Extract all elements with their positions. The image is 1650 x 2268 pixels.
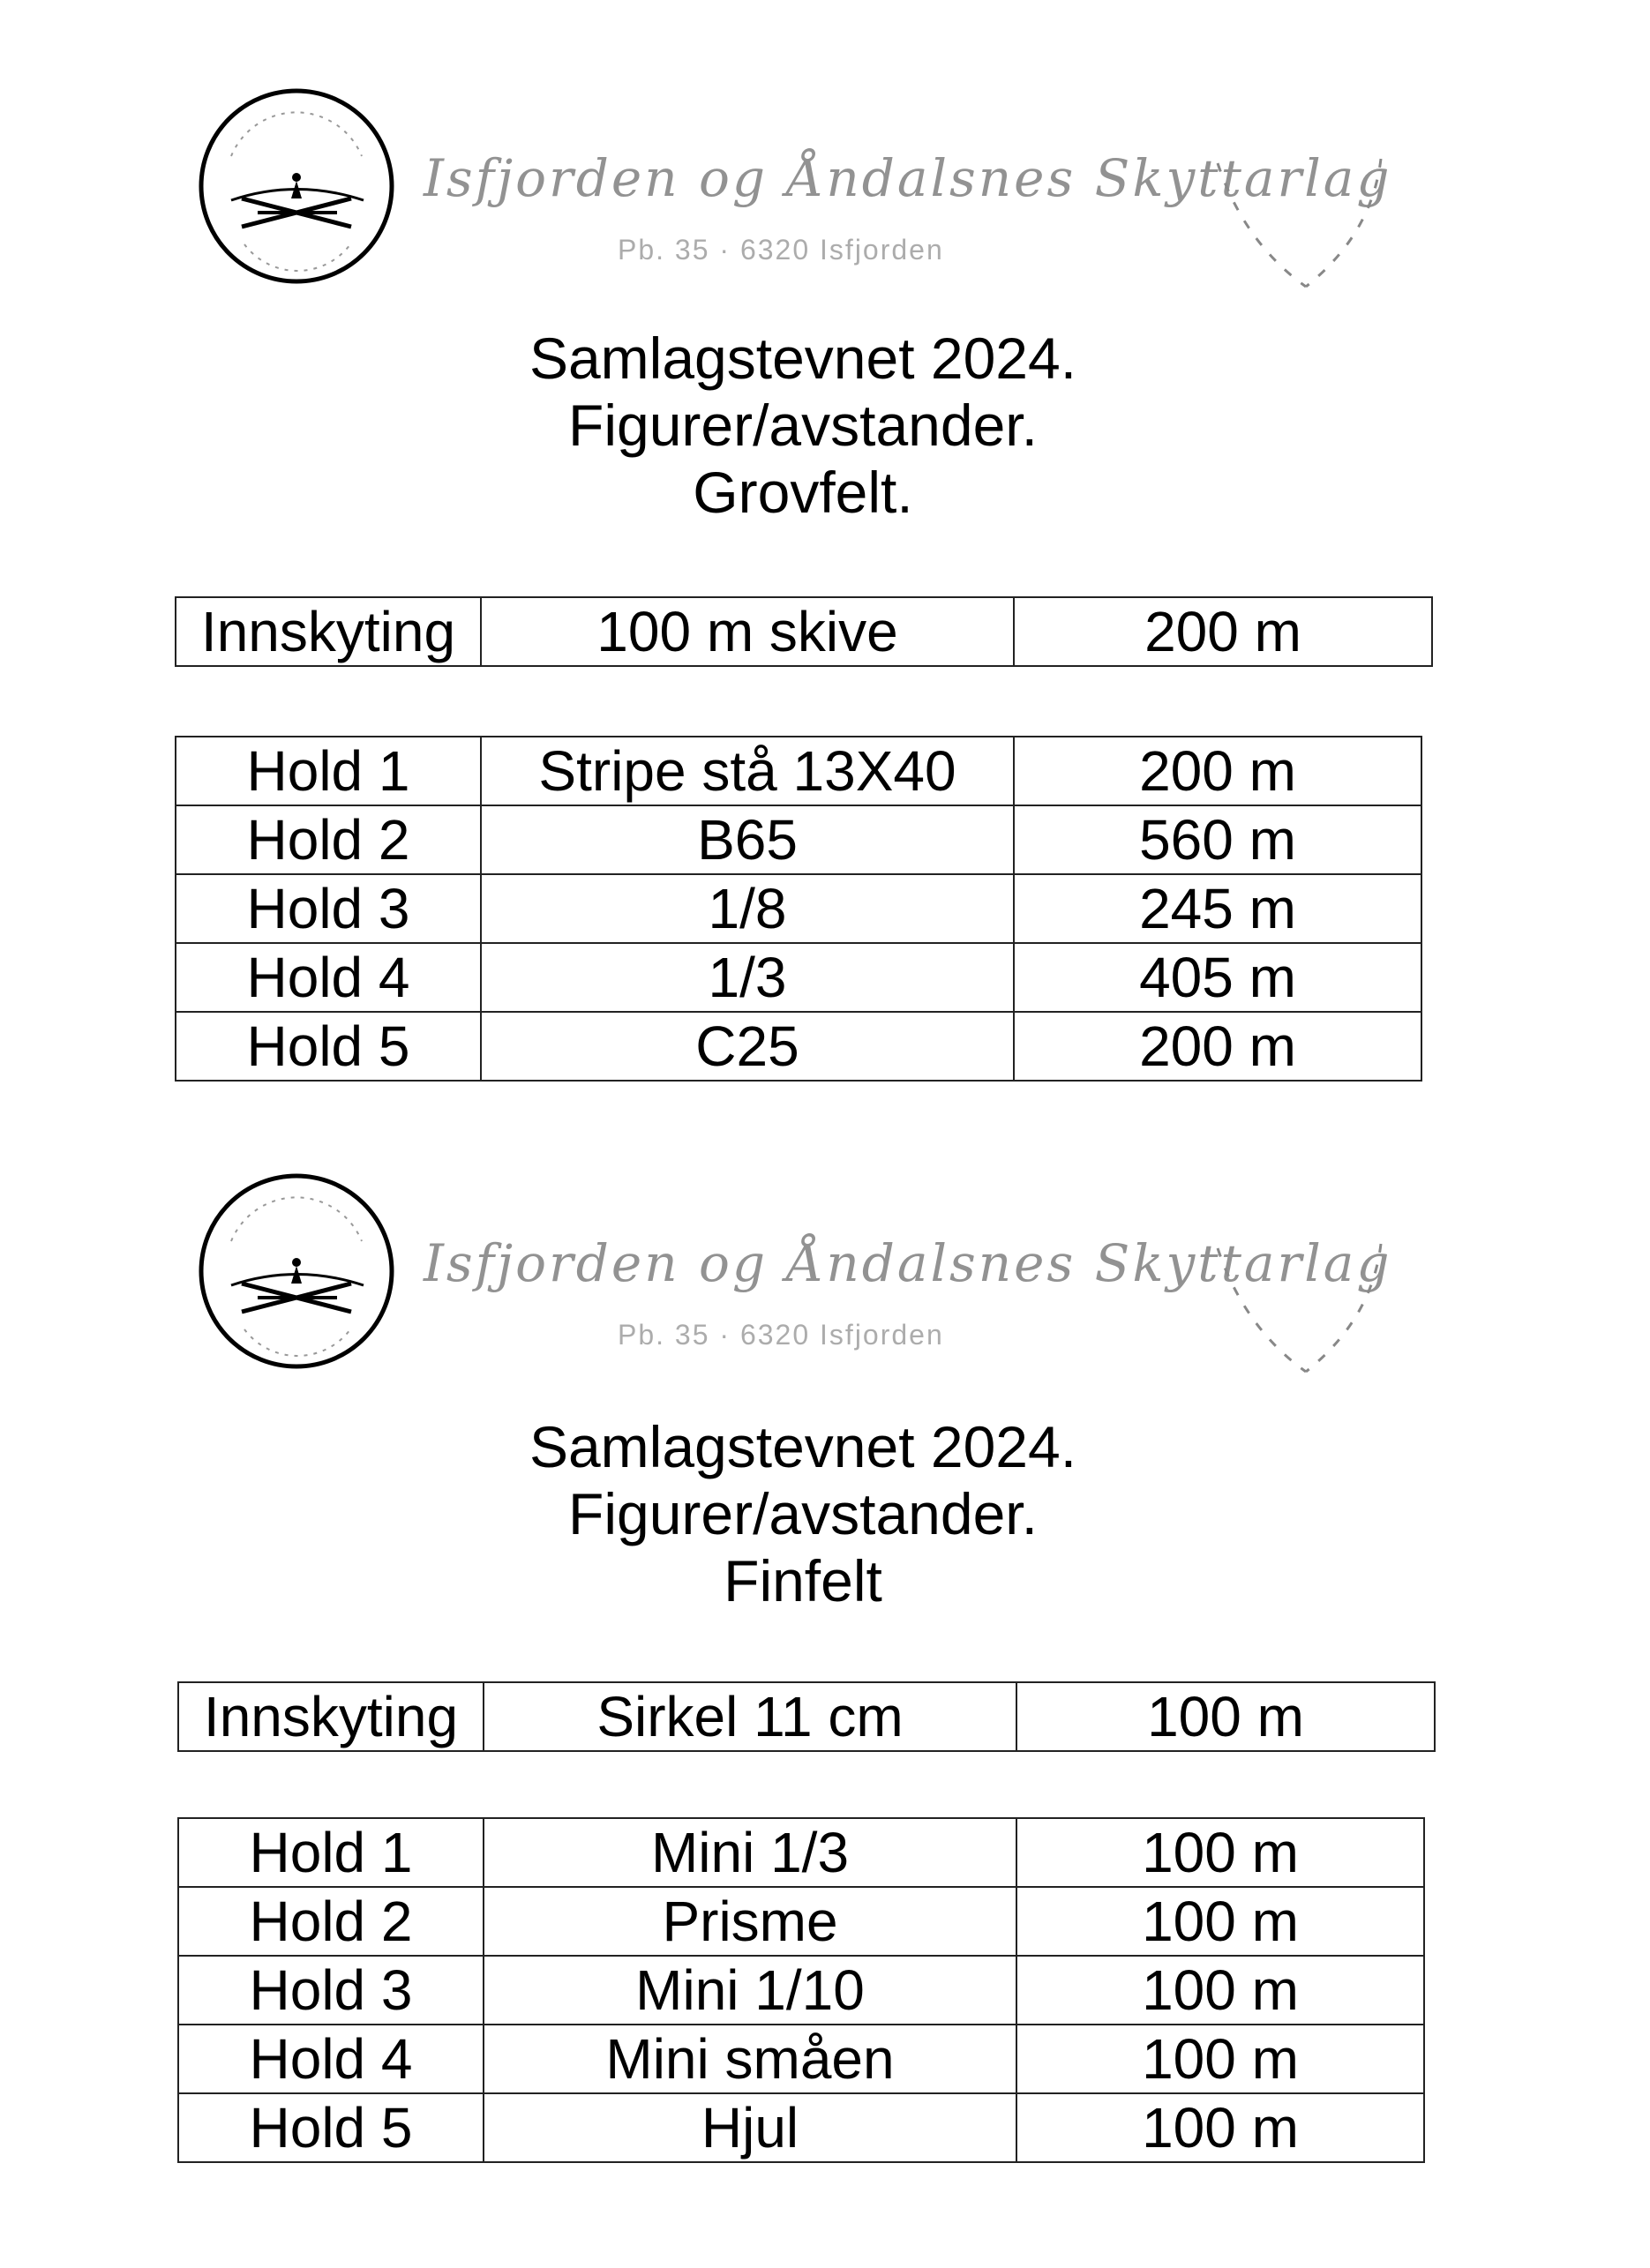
org-address: Pb. 35 · 6320 Isfjorden bbox=[618, 234, 944, 266]
hold-distance: 100 m bbox=[1016, 1887, 1424, 1956]
hold-target: Mini småen bbox=[484, 2025, 1016, 2093]
hold-distance: 100 m bbox=[1016, 2093, 1424, 2162]
warmup-target: 100 m skive bbox=[481, 597, 1014, 666]
hold-label: Hold 3 bbox=[178, 1956, 484, 2025]
letterhead bbox=[0, 0, 1650, 266]
decorative-mark-icon bbox=[1209, 154, 1385, 296]
heading-line-2: Figurer/avstander. bbox=[568, 1481, 1038, 1546]
warmup-target: Sirkel 11 cm bbox=[484, 1682, 1016, 1751]
hold-label: Hold 5 bbox=[176, 1012, 481, 1081]
org-address: Pb. 35 · 6320 Isfjorden bbox=[618, 1319, 944, 1351]
hold-label: Hold 2 bbox=[176, 805, 481, 874]
hold-distance: 560 m bbox=[1014, 805, 1421, 874]
hold-target: B65 bbox=[481, 805, 1014, 874]
warmup-distance: 200 m bbox=[1014, 597, 1432, 666]
warmup-table bbox=[175, 596, 1433, 667]
table-row bbox=[178, 2025, 1424, 2093]
hold-target: Stripe stå 13X40 bbox=[481, 737, 1014, 805]
table-row bbox=[176, 874, 1421, 943]
page-heading bbox=[0, 325, 1606, 526]
table-row bbox=[178, 1682, 1435, 1751]
hold-target: C25 bbox=[481, 1012, 1014, 1081]
heading-line-3: Finfelt bbox=[724, 1548, 882, 1613]
hold-distance: 245 m bbox=[1014, 874, 1421, 943]
hold-target: 1/8 bbox=[481, 874, 1014, 943]
hold-table bbox=[177, 1817, 1425, 2163]
club-logo-icon bbox=[196, 86, 397, 287]
warmup-table bbox=[177, 1681, 1436, 1752]
table-row bbox=[176, 805, 1421, 874]
org-name: Isfjorden og Åndalsnes Skyttarlag bbox=[424, 148, 1392, 208]
decorative-mark-icon bbox=[1209, 1239, 1385, 1381]
table-row bbox=[178, 1887, 1424, 1956]
heading-line-1: Samlagstevnet 2024. bbox=[529, 326, 1077, 391]
warmup-label: Innskyting bbox=[176, 597, 481, 666]
hold-distance: 200 m bbox=[1014, 1012, 1421, 1081]
heading-line-2: Figurer/avstander. bbox=[568, 393, 1038, 458]
hold-label: Hold 4 bbox=[176, 943, 481, 1012]
heading-line-1: Samlagstevnet 2024. bbox=[529, 1414, 1077, 1479]
hold-distance: 200 m bbox=[1014, 737, 1421, 805]
hold-label: Hold 2 bbox=[178, 1887, 484, 1956]
hold-distance: 100 m bbox=[1016, 1956, 1424, 2025]
table-row bbox=[176, 737, 1421, 805]
hold-target: Mini 1/10 bbox=[484, 1956, 1016, 2025]
heading-line-3: Grovfelt. bbox=[693, 460, 913, 525]
table-row bbox=[178, 1818, 1424, 1887]
hold-target: Hjul bbox=[484, 2093, 1016, 2162]
hold-distance: 100 m bbox=[1016, 1818, 1424, 1887]
hold-target: Prisme bbox=[484, 1887, 1016, 1956]
hold-table bbox=[175, 736, 1422, 1082]
hold-label: Hold 3 bbox=[176, 874, 481, 943]
table-row bbox=[178, 1956, 1424, 2025]
table-row bbox=[178, 2093, 1424, 2162]
org-name: Isfjorden og Åndalsnes Skyttarlag bbox=[424, 1233, 1392, 1293]
club-logo-icon bbox=[196, 1171, 397, 1372]
warmup-label: Innskyting bbox=[178, 1682, 484, 1751]
hold-target: Mini 1/3 bbox=[484, 1818, 1016, 1887]
table-row bbox=[176, 943, 1421, 1012]
page-heading bbox=[0, 1413, 1606, 1614]
section-grovfelt bbox=[0, 0, 1650, 1112]
hold-label: Hold 5 bbox=[178, 2093, 484, 2162]
hold-distance: 405 m bbox=[1014, 943, 1421, 1012]
hold-label: Hold 1 bbox=[176, 737, 481, 805]
section-finfelt bbox=[0, 1085, 1650, 2268]
warmup-distance: 100 m bbox=[1016, 1682, 1435, 1751]
hold-distance: 100 m bbox=[1016, 2025, 1424, 2093]
letterhead bbox=[0, 1085, 1650, 1351]
hold-target: 1/3 bbox=[481, 943, 1014, 1012]
hold-label: Hold 4 bbox=[178, 2025, 484, 2093]
table-row bbox=[176, 597, 1432, 666]
hold-label: Hold 1 bbox=[178, 1818, 484, 1887]
table-row bbox=[176, 1012, 1421, 1081]
